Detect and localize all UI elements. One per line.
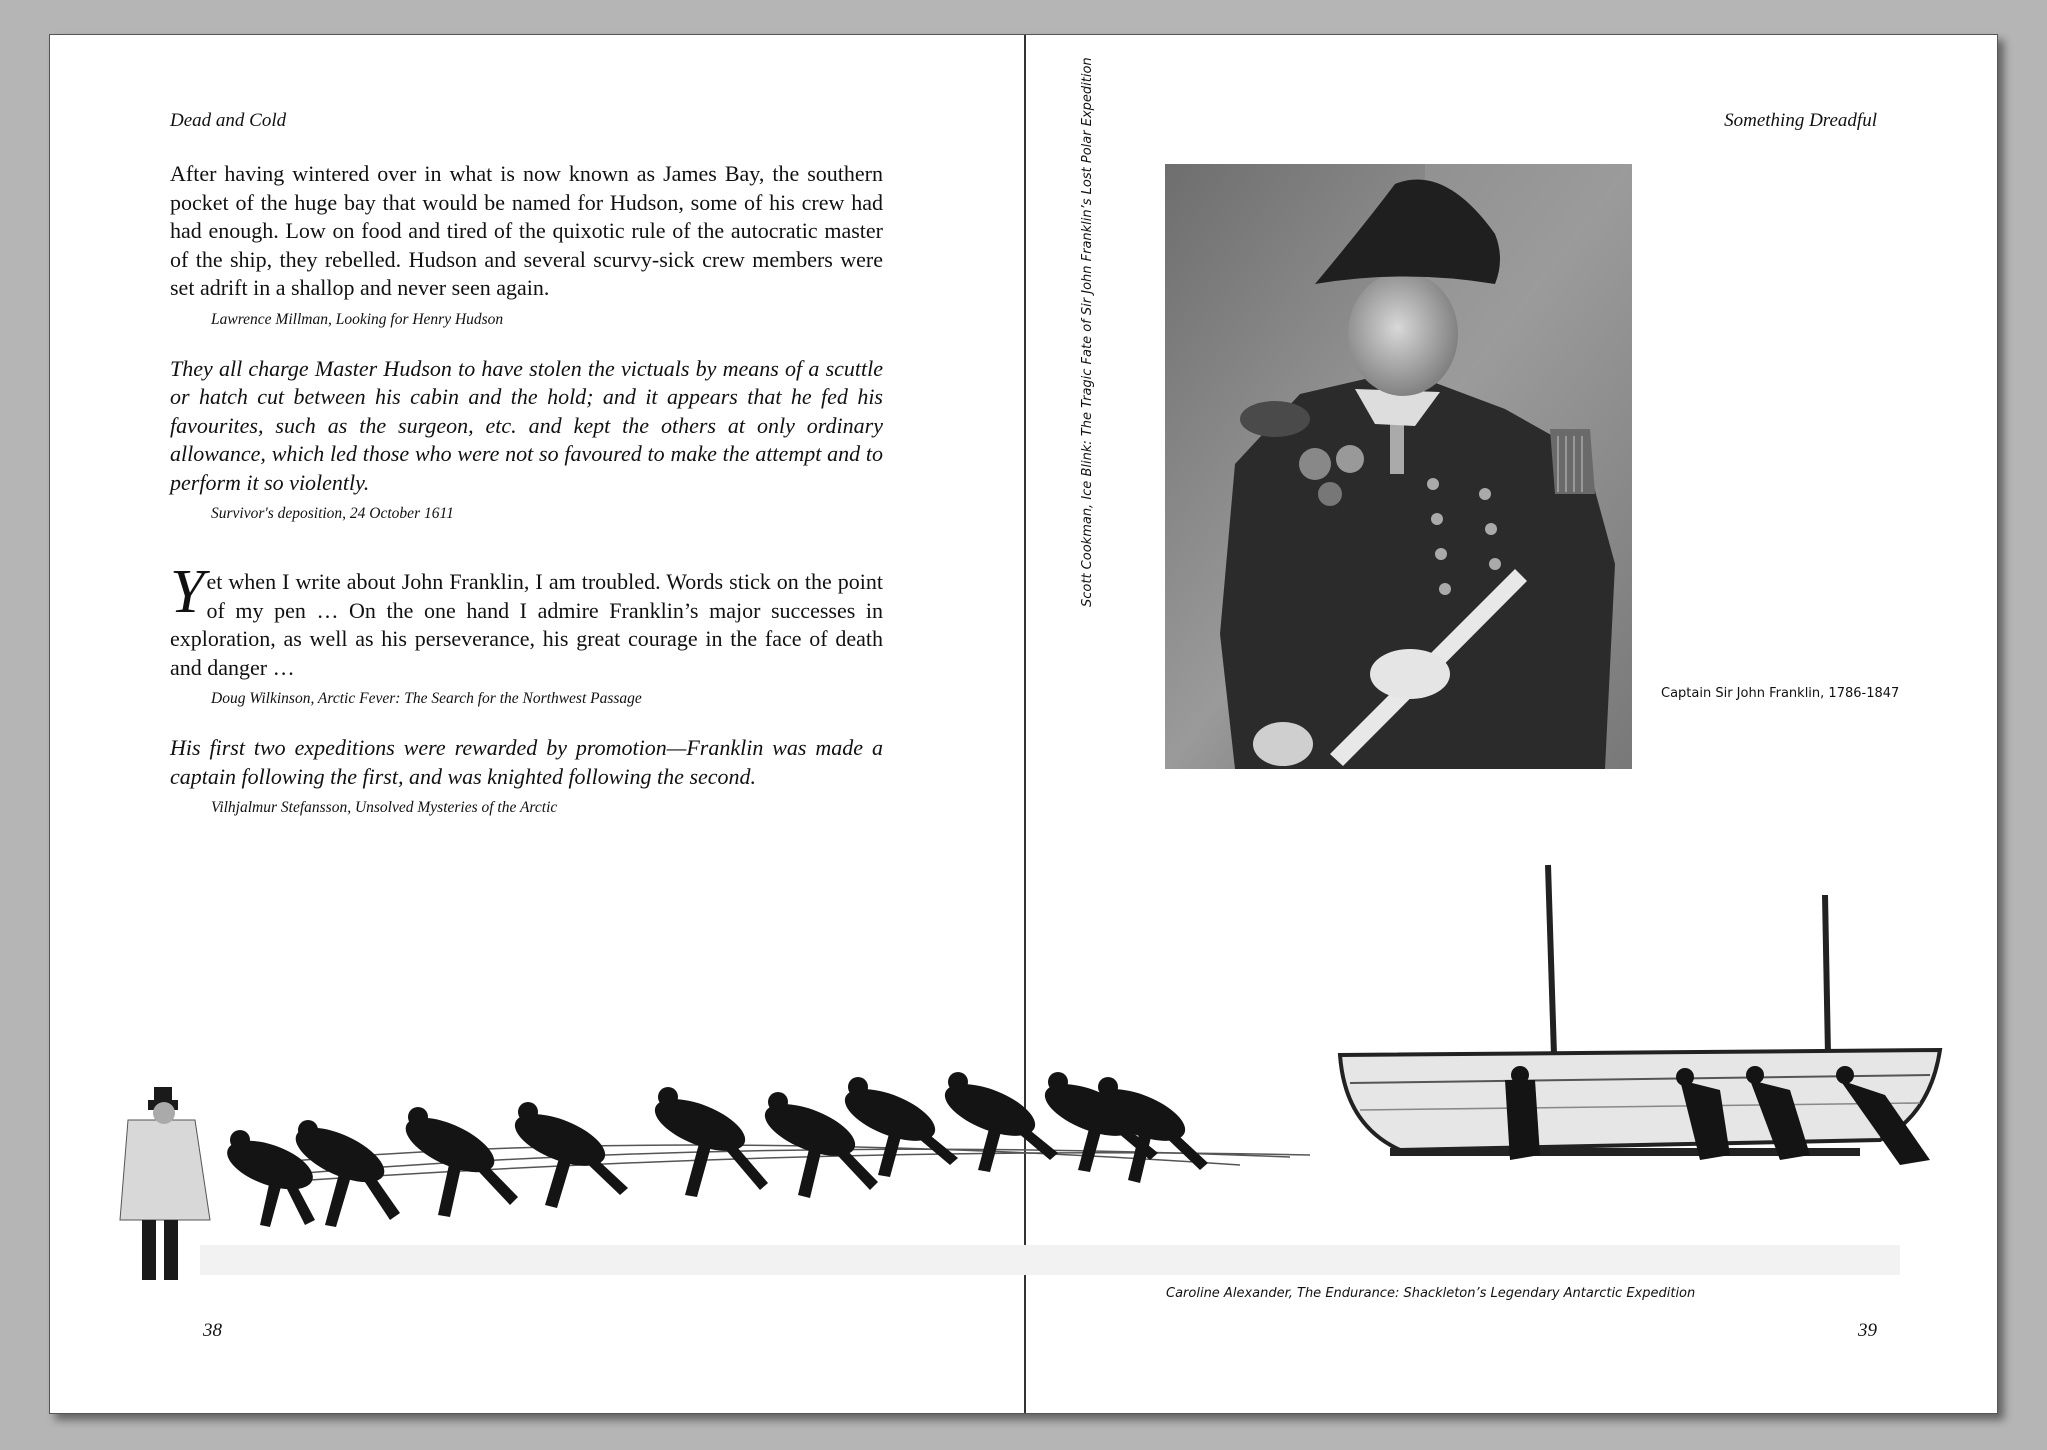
running-head-right: Something Dreadful: [1724, 110, 1877, 131]
text-column: [170, 160, 883, 843]
men-hauling-boat-photo: [50, 825, 1997, 1325]
photo-credit: Caroline Alexander, The Endurance: Shackleton’s Legendary Antarctic Expedition: [1166, 1286, 1696, 1301]
block-1-text: After having wintered over in what is now known as James Bay, the southern pocket of the huge bay that would be named for Hudson, some of his crew had had enough. Low on food and tired of the quixotic rule of the autocratic master of the ship, they rebelled. Hudson and several scurvy-sick crew members were set adrift in a shallop and never seen again.: [170, 161, 883, 300]
block-1-source: Lawrence Millman, Looking for Henry Hudson: [211, 310, 504, 328]
portrait-caption: Captain Sir John Franklin, 1786-1847: [1661, 686, 1900, 701]
block-3: [170, 558, 883, 682]
hauling-men: [221, 1072, 1208, 1227]
block-3-text: et when I write about John Franklin, I am troubled. Words stick on the point of my pen … On the one hand I admire Franklin’s major successes in exploration, as well as his perseverance, his great courage in the face of death and danger …: [170, 569, 883, 680]
book-spread: [49, 34, 1998, 1414]
block-4-source: Vilhjalmur Stefansson, Unsolved Mysteries of the Arctic: [211, 799, 558, 816]
standing-man: [120, 1087, 210, 1280]
folio-left: 38: [203, 1320, 222, 1341]
running-head-left: Dead and Cold: [170, 110, 287, 131]
block-2-text: They all charge Master Hudson to have stolen the victuals by means of a scuttle or hatch cut between his cabin and the hold; and it appears that he fed his favourites, such as the surgeon, etc. and kept the others at only ordinary allowance, which led those who were not so favoured to make the attempt and to perform it so violently.: [170, 355, 883, 495]
vertical-credit: Scott Cookman, Ice Blink: The Tragic Fate of Sir John Franklin’s Lost Polar Expedition: [1080, 57, 1095, 607]
block-4-text: His first two expeditions were rewarded by promotion—Franklin was made a captain following the first, and was knighted following the second.: [170, 735, 883, 789]
block-2-source: Survivor's deposition, 24 October 1611: [211, 505, 454, 522]
block-3-source: Doug Wilkinson, Arctic Fever: The Search for the Northwest Passage: [211, 690, 642, 707]
folio-right: 39: [1858, 1320, 1877, 1341]
drop-cap: Y: [170, 558, 205, 626]
franklin-portrait-photo: [1165, 164, 1632, 769]
lifeboat: [1340, 865, 1940, 1165]
